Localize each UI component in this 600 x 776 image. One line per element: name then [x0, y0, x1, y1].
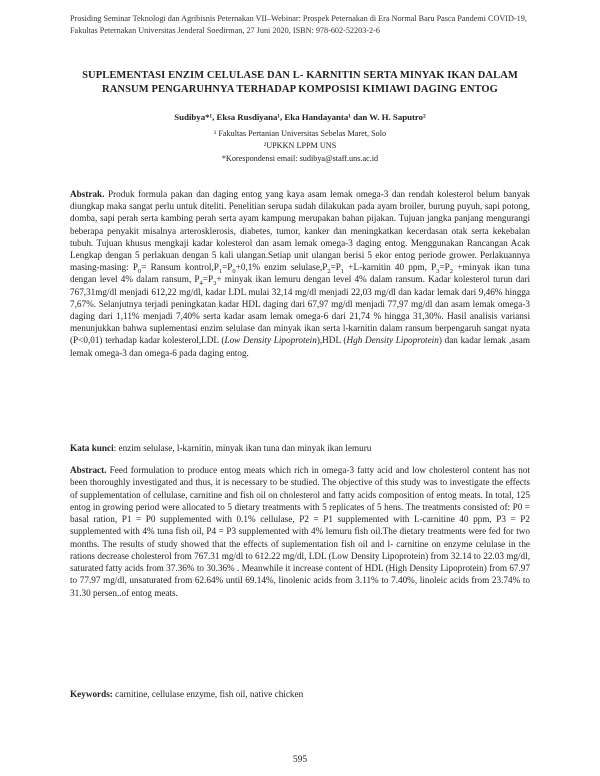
abstrak-italic-hdl: Hgh Density Lipoprotein [346, 335, 439, 346]
abstrak-italic-ldl: Low Density Lipoprotein [224, 335, 317, 346]
subscript: 3 [436, 268, 440, 276]
affiliation-2: ²UPKKN LPPM UNS [263, 141, 337, 151]
affiliation-1: ¹ Fakultas Pertanian Universitas Sebelas Maret, Solo [213, 129, 387, 138]
subscript: 4 [199, 280, 203, 288]
subscript: 1 [218, 268, 223, 276]
abstrak-text-4: +0,1% enzim selulase,P [235, 262, 328, 273]
abstrak-text-8: +minyak ikan tuna dengan level 4% dalam ransum, P [70, 262, 530, 285]
correspondence-email: *Korespondensi email: sudibya@staff.uns.ac.id [221, 153, 379, 163]
subscript: 0 [138, 268, 142, 276]
abstrak-text-2: = Ransum kontrol,P [141, 262, 219, 273]
keywords [70, 688, 530, 700]
abstrak-text-1: Produk formula pakan dan daging entog yang kaya asam lemak omega-3 dan rendah kolesterol belum banyak diungkap maka sangat perlu untuk diteliti. Penelitian serupa sudah dilakukan pada ayam broiler, burung puyuh, sapi potong, domba, sapi perah serta kambing perah serta ayam kampung merupakan bahan pijakan. Tujuan jangka panjang mengurangi beberapa penyakit misalnya arterosklerosis, diabetes, tumor, kanker dan meningkatkan kecerdasan otak serta kekebalan tubuh. Tujuan khusus mengkaji kadar kolesterol dan asam lemak omega-3 daging entog. Menggunakan Rancangan Acak Lengkap dengan 5 perlakuan dengan 5 kali ulangan.Setiap unit ulangan berisi 5 ekor entog periode grower. Perlakuannya masing-masing: P [70, 189, 530, 273]
abstrak-text-12: ) dan kadar lemak ,asam lemak omega-3 dan omega-6 pada daging entog. [70, 335, 531, 358]
abstrak-text-7: =P [439, 262, 450, 273]
kata-kunci [70, 442, 530, 454]
abstract-label: Abstract. [70, 465, 107, 475]
abstrak-label: Abstrak. [70, 189, 105, 199]
abstrak-text-9: =P [202, 274, 214, 285]
abstract-english [70, 464, 530, 599]
page-number: 595 [292, 755, 308, 765]
keywords-label: Keywords: [70, 689, 113, 699]
abstrak-text-6: +L-karnitin 40 ppm, P [344, 262, 437, 273]
author-list: Sudibya*¹, Eksa Rusdiyana¹, Eka Handayanta¹ dan W. H. Saputro² [174, 112, 426, 122]
running-head: Prosiding Seminar Teknologi dan Agribisnis Peternakan VII–Webinar: Prospek Peternakan di Era Normal Baru Pasca Pandemi COVID-19, Fakultas Peternakan Universitas Jenderal Soedirman, 27 Juni 2020, ISBN: 978-602-52203-2-6 [70, 14, 527, 35]
abstract-text: Feed formulation to produce entog meats which rich in omega-3 fatty acid and low cholesterol content has not been thoroughly investigated and thus, it is necessary to be studied. The objective of this study was to investigate the effects of supplementation of cellulase, carnitine and fish oil on cholesterol and fatty acids composition of entog meats. In total, 125 entog in growing period were allocated to 5 dietary treatments with 5 replicates of 5 hens. The treatments consisted of: P0 = basal ration, P1 = P0 supplemented with 0.1% cellulase, P2 = P1 supplemented with L-carnitine 40 ppm, P3 = P2 supplemented with 4% tuna fish oil, P4 = P3 supplemented with 4% lemuru fish oil.The dietary treatments were fed for two months. The results of study showed that the effects of suplementation fish oil and l- carnitine on enzyme celulase in the rations decrease cholesterol from 767.31 mg/dl to 612.22 mg/dl, LDL (Low Density Lipoprotein) from 32.14 to 22.03 mg/dl, saturated fatty acids from 37.36% to 30.36% . Meanwhile it increase content of HDL (High Density Lipoprotein) from 67.97 to 77.97 mg/dl, unsaturated from 62.64% until 69.14%, linolenic acids from 3.11% to 7.40%, linoleic acids from 23.74% to 31.30 persen..of entog meats. [70, 465, 530, 598]
abstrak-indonesian [70, 188, 530, 359]
abstrak-text-10: + minyak ikan lemuru dengan level 4% dalam ransum. Kadar kolesterol turun dari 767,31mg/dl menjadi 612,22 mg/dl, kadar LDL mulai 32,14 mg/dl menjadi 22,03 mg/dl dan kadar lemak dari 9,46% hingga 7,67%. Selanjutnya terjadi peningkatan kadar HDL daging dari 67,97 mg/dl menjadi 77,97 mg/dl dan asam lemak omega-3 daging dari 1,11% menjadi 7,40% serta kadar asam lemak omega-6 dari 21,74 % hingga 31,30%. Hasil analisis variansi menunjukkan bahwa suplementasi enzim selulase dan minyak ikan serta l-karnitin dalam ransum berpengaruh sangat nyata (P<0,01) terhadap kadar kolesterol,LDL ( [70, 274, 530, 346]
subscript: 3 [213, 280, 217, 288]
abstrak-text-11: ),HDL ( [316, 335, 347, 346]
subscript: 2 [327, 268, 331, 276]
keywords-text: carnitine, cellulase enzyme, fish oil, native chicken [112, 689, 304, 699]
kata-kunci-text: : enzim selulase, l-karnitin, minyak ikan tuna dan minyak ikan lemuru [113, 443, 372, 453]
affiliations [60, 128, 540, 165]
abstrak-text-5: =P [330, 262, 341, 273]
subscript: 0 [232, 268, 236, 276]
abstrak-text-3: =P [222, 262, 233, 273]
kata-kunci-label: Kata kunci [70, 443, 114, 453]
paper-title: SUPLEMENTASI ENZIM CELULASE DAN L- KARNITIN SERTA MINYAK IKAN DALAM RANSUM PENGARUHNYA TERHADAP KOMPOSISI KIMIAWI DAGING ENTOG [82, 70, 518, 95]
subscript: 2 [449, 268, 454, 276]
subscript: 1 [340, 268, 345, 276]
